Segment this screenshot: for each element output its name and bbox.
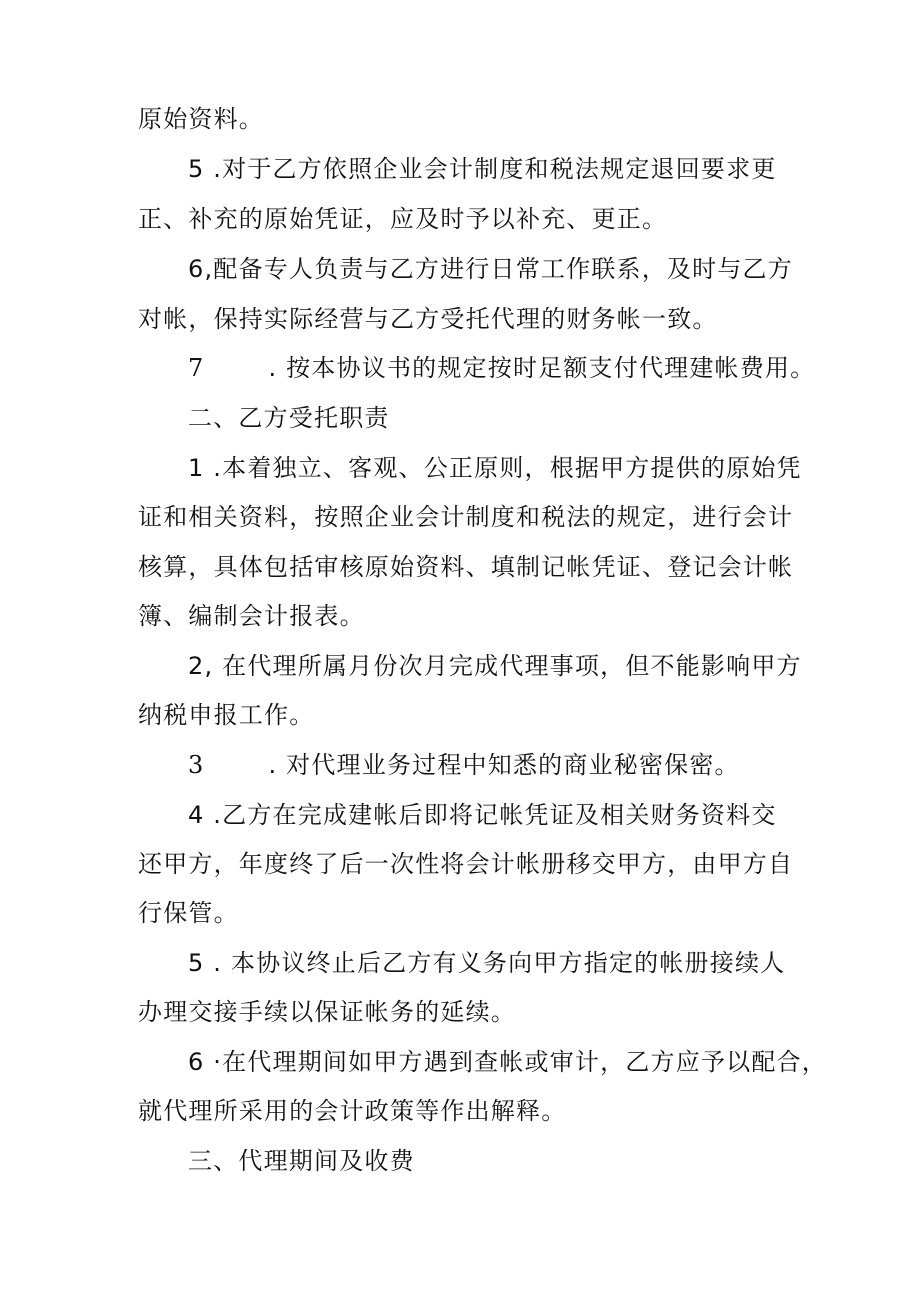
text-line-1: 原始资料。	[138, 105, 264, 133]
clause-b3-text: . 对代理业务过程中知悉的商业秘密保密。	[268, 751, 740, 779]
clause-b6-line-2: 就代理所采用的会计政策等作出解释。	[138, 1097, 567, 1125]
clause-a7-text: . 按本协议书的规定按时足额支付代理建帐费用。	[268, 354, 816, 382]
clause-b5-line-2: 办理交接手续以保证帐务的延续。	[138, 998, 516, 1026]
clause-b4-line-1: 4 .乙方在完成建帐后即将记帐凭证及相关财务资料交	[188, 801, 777, 829]
section-two-heading: 二、乙方受托职责	[188, 404, 390, 432]
clause-a5-line-1: 5 .对于乙方依照企业会计制度和税法规定退回要求更	[188, 155, 777, 183]
clause-a7-number: 7	[188, 354, 205, 382]
clause-b3-line	[188, 750, 740, 780]
clause-b4-line-3: 行保管。	[138, 899, 239, 927]
clause-a5-line-2: 正、补充的原始凭证，应及时予以补充、更正。	[138, 205, 668, 233]
clause-b2-line-2: 纳税申报工作。	[138, 701, 315, 729]
clause-b5-line-1: 5 . 本协议终止后乙方有义务向甲方指定的帐册接续人	[188, 949, 786, 977]
section-three-heading: 三、代理期间及收费	[188, 1147, 415, 1175]
clause-b3-number: 3	[188, 751, 205, 779]
clause-b1-line-3: 核算，具体包括审核原始资料、填制记帐凭证、登记会计帐	[138, 553, 794, 581]
clause-a7-line	[188, 353, 815, 383]
clause-b2-line-1: 2, 在代理所属月份次月完成代理事项，但不能影响甲方	[188, 652, 802, 680]
clause-b1-line-2: 证和相关资料，按照企业会计制度和税法的规定，进行会计	[138, 503, 794, 531]
clause-b4-line-2: 还甲方，年度终了后一次性将会计帐册移交甲方，由甲方自	[138, 850, 794, 878]
clause-b6-line-1: 6 ·在代理期间如甲方遇到查帐或审计，乙方应予以配合，	[188, 1048, 827, 1076]
clause-b1-line-4: 簿、编制会计报表。	[138, 602, 365, 630]
clause-a6-line-1: 6,配备专人负责与乙方进行日常工作联系，及时与乙方	[188, 255, 793, 283]
clause-b1-line-1: 1 .本着独立、客观、公正原则，根据甲方提供的原始凭	[188, 454, 802, 482]
clause-a6-line-2: 对帐，保持实际经营与乙方受托代理的财务帐一致。	[138, 305, 718, 333]
